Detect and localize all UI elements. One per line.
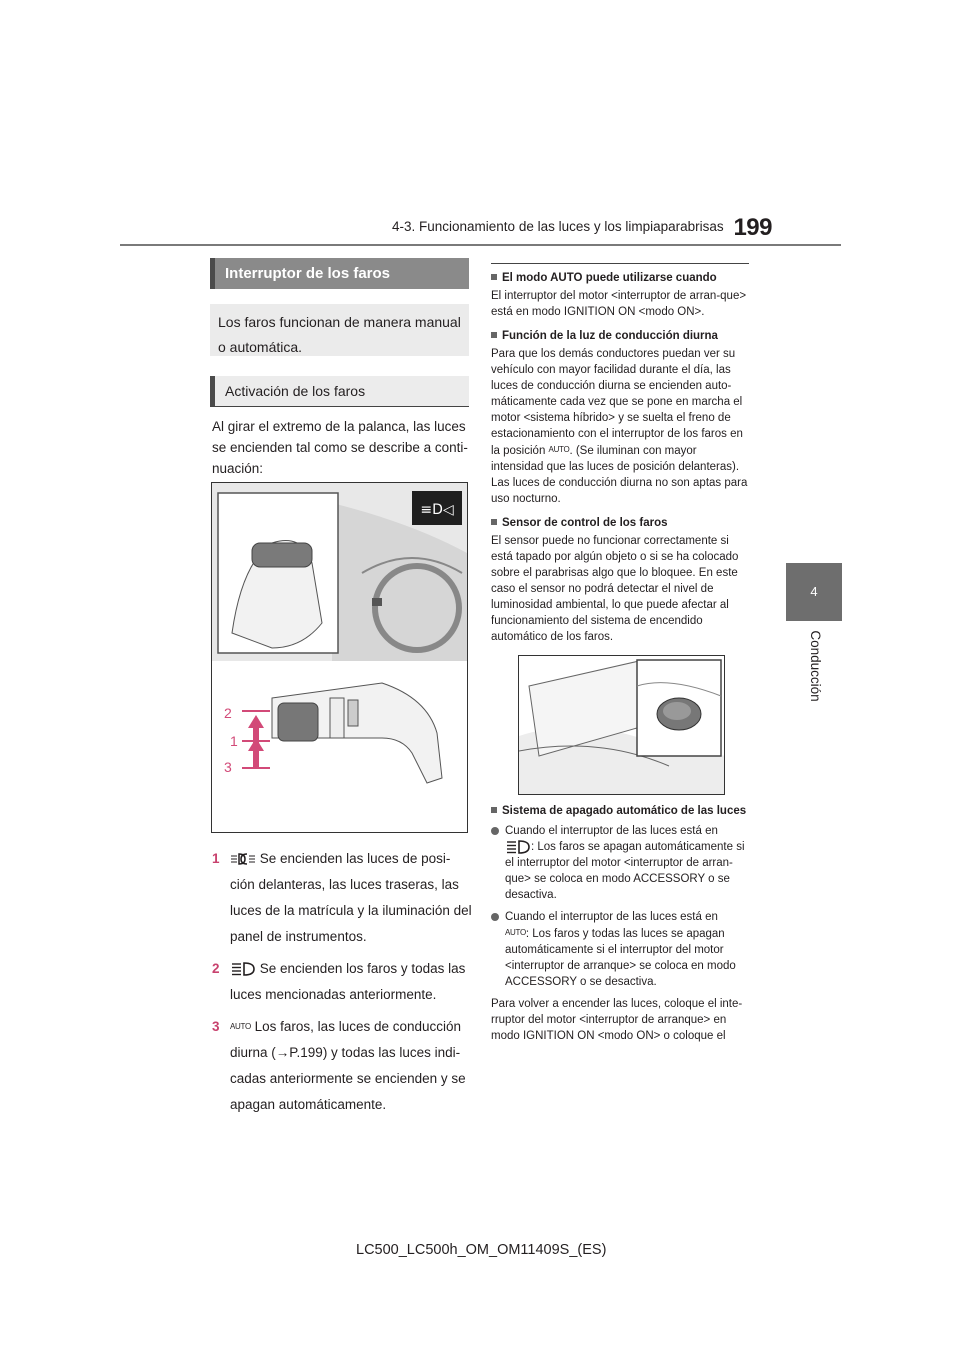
paragraph-text: . (Se iluminan con mayor intensidad que las luces de posición delanteras). Las luces de conducción diurna no son aptas para uso nocturno.	[491, 445, 748, 505]
intro-box: Los faros funcionan de manera manual o automática.	[210, 304, 469, 356]
paragraph: Para volver a encender las luces, coloque el inte-rruptor del motor <interruptor de arranque> en modo IGNITION ON <modo ON> o coloque el	[491, 998, 743, 1043]
item-number: 1	[212, 851, 220, 866]
paragraph-text: Para que los demás conductores puedan ver su vehículo con mayor facilidad durante el día, las luces de conducción diurna se encienden auto-máticamente cada vez que se pone en marcha el motor <sistema híbrido> y se suelta el freno de estacionamiento con el interruptor de los faros en la posición	[491, 348, 743, 457]
bullet-icon	[491, 827, 499, 835]
page-number: 199	[733, 214, 772, 241]
square-bullet-icon	[491, 274, 497, 280]
svg-text:≡D◁: ≡D◁	[420, 502, 454, 518]
subheading	[491, 330, 749, 342]
position-list	[212, 846, 472, 1124]
chapter-label: Conducción	[808, 630, 823, 702]
list-item	[212, 956, 472, 1008]
bullet-lead: Cuando el interruptor de las luces está en	[505, 825, 718, 837]
subheading-text: Función de la luz de conducción diurna	[502, 330, 718, 342]
square-bullet-icon	[491, 332, 497, 338]
subheading	[491, 517, 749, 529]
sensor-illustration	[518, 655, 725, 795]
item-text: Los faros, las luces de conducción diurna (→P.199) y todas las luces indi-cadas anteriormente se encienden y se apagan automáticamente.	[230, 1019, 466, 1112]
bullet-item	[491, 909, 749, 990]
section-title: 4-3. Funcionamiento de las luces y los limpiaparabrisas	[392, 219, 724, 234]
paragraph: El sensor puede no funcionar correctamente si está tapado por algún objeto o si se ha colocado sobre el parabrisas algo que lo bloquee. En este caso el sensor no podrá detectar el nivel de luminosidad ambiental, lo que puede afectar al funcionamiento del sistema de encendido automático de los faros.	[491, 535, 739, 643]
right-column	[491, 262, 749, 1044]
subsection-heading-bar: Activación de los faros	[210, 376, 469, 407]
bullet-text: : Los faros se apagan automáticamente si el interruptor del motor <interruptor de arran-que> se coloca en modo ACCESSORY o se desactiva.	[505, 841, 745, 902]
lever-illustration	[211, 482, 468, 833]
bullet-icon	[491, 913, 499, 921]
figure-label-3: 3	[224, 759, 232, 775]
section-heading-bar: Interruptor de los faros	[210, 258, 469, 289]
subsection-rule	[210, 406, 469, 407]
paragraph: El interruptor del motor <interruptor de arran-que> está en modo IGNITION ON <modo ON>.	[491, 290, 747, 318]
headlight-icon	[230, 961, 256, 977]
paragraph	[491, 346, 749, 507]
item-number: 3	[212, 1019, 220, 1034]
auto-icon: AUTO	[230, 1022, 251, 1031]
auto-icon: AUTO	[505, 928, 526, 938]
list-item	[212, 846, 472, 950]
intro-paragraph: Al girar el extremo de la palanca, las luces se encienden tal como se describe a conti-nuación:	[212, 419, 468, 476]
footer-code: LC500_LC500h_OM_OM11409S_(ES)	[356, 1242, 607, 1258]
subheading-text: Sensor de control de los faros	[502, 517, 668, 529]
figure-label-2: 2	[224, 705, 232, 721]
figure-label-1: 1	[230, 733, 238, 749]
square-bullet-icon	[491, 519, 497, 525]
item-number: 2	[212, 961, 220, 976]
subheading-text: El modo AUTO puede utilizarse cuando	[502, 272, 717, 284]
item-text: Se encienden las luces de posi-ción delanteras, las luces traseras, las luces de la matrícula y la iluminación del panel de instrumentos.	[230, 851, 472, 944]
header-rule	[120, 244, 841, 246]
bullet-text: : Los faros y todas las luces se apagan automáticamente si el interruptor del motor <interruptor de arranque> se coloca en modo ACCESSORY o se desactiva.	[505, 928, 736, 989]
square-bullet-icon	[491, 807, 497, 813]
position-lamp-icon	[230, 852, 256, 866]
list-item	[212, 1014, 472, 1118]
subheading-text: Sistema de apagado automático de las luces	[502, 805, 747, 817]
subheading	[491, 805, 749, 817]
headlight-icon	[505, 839, 531, 855]
lever-drawing	[212, 483, 468, 833]
auto-icon: AUTO	[548, 445, 570, 454]
chapter-tab: 4	[786, 563, 842, 621]
sensor-drawing	[519, 656, 725, 795]
bullet-item	[491, 823, 749, 903]
bullet-lead: Cuando el interruptor de las luces está en	[505, 911, 718, 924]
subheading	[491, 272, 749, 284]
item-text: Se encienden los faros y todas las luces mencionadas anteriormente.	[230, 961, 466, 1002]
